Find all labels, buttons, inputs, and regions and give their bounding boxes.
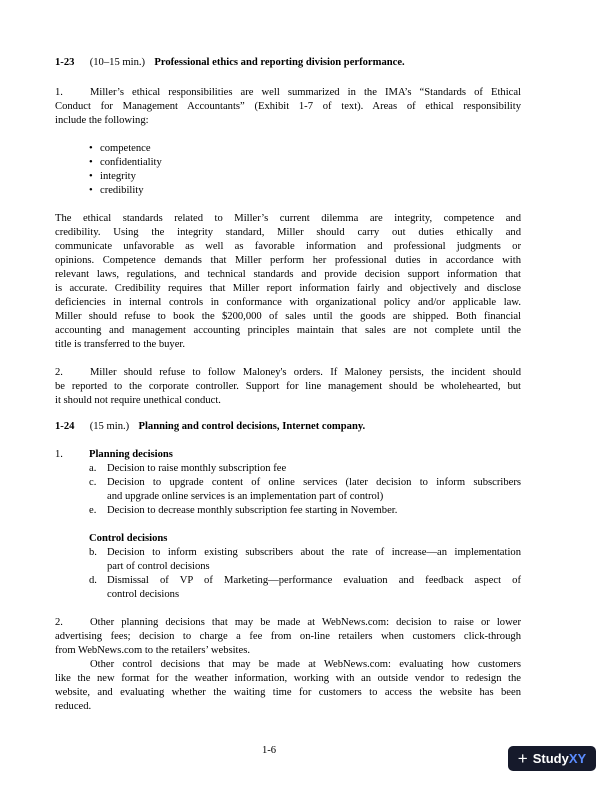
- paragraph-line: advertising fees; decision to charge a fee from on-line retailers when customers click-through: [55, 631, 521, 642]
- paragraph-line: Miller should refuse to follow Maloney's orders. If Maloney persists, the incident should: [90, 367, 521, 378]
- item-letter: c.: [89, 477, 97, 488]
- paragraph-line: Conduct for Management Accountants” (Exhibit 1-7 of text). Areas of ethical responsibility: [55, 101, 521, 112]
- bullet-item: • competence: [89, 143, 151, 154]
- list-item-continuation: control decisions: [107, 589, 180, 600]
- paragraph-line: Miller should refuse to book the $200,000 of sales until the goods are shipped. Both financial: [55, 311, 521, 322]
- paragraph-line: be reported to the corporate controller. Support for line management should be wholehearted, but: [55, 381, 521, 392]
- list-item: Decision to raise monthly subscription fee: [107, 463, 287, 474]
- plus-icon: +: [517, 749, 528, 768]
- list-item: Decision to inform existing subscribers about the rate of increase—an implementation: [107, 547, 521, 558]
- studyxy-badge[interactable]: [508, 746, 596, 771]
- control-heading: Control decisions: [89, 533, 168, 544]
- paragraph-line: credibility. Using the integrity standard, Miller should carry out duties ethically and: [55, 227, 521, 238]
- section-heading-1-23: [55, 56, 535, 69]
- list-number: 1.: [55, 449, 63, 460]
- paragraph-number: 1.: [55, 87, 63, 98]
- page-number: 1-6: [261, 745, 277, 756]
- paragraph-line: website, and evaluating whether the waiting time for customers to access the website has been: [55, 687, 521, 698]
- item-letter: e.: [89, 505, 97, 516]
- paragraph-line: accounting and management accounting principles maintain that sales are not complete until the: [55, 325, 521, 336]
- item-letter: b.: [89, 547, 97, 558]
- paragraph-line: title is transferred to the buyer.: [55, 339, 186, 350]
- paragraph-line: deficiencies in internal controls in conformance with organizational policy and/or applicable law.: [55, 297, 521, 308]
- item-letter: a.: [89, 463, 97, 474]
- paragraph-number: 2.: [55, 367, 63, 378]
- paragraph-line: Other planning decisions that may be made at WebNews.com: decision to raise or lower: [90, 617, 521, 628]
- paragraph-line: like the new format for the weather information, working with an outside vendor to redesign the: [55, 673, 521, 684]
- paragraph-line: The ethical standards related to Miller’s current dilemma are integrity, competence and: [55, 213, 521, 224]
- section-number: 1-23: [55, 57, 75, 68]
- bullet-item: • credibility: [89, 185, 144, 196]
- paragraph-line: include the following:: [55, 115, 149, 126]
- section-heading-1-24: [55, 420, 535, 433]
- bullet-icon: •: [89, 185, 93, 196]
- list-item-continuation: and upgrade online services is an implementation part of control): [107, 491, 384, 502]
- section-time: (10–15 min.): [89, 57, 146, 68]
- paragraph-line: from WebNews.com to the retailers’ websites.: [55, 645, 250, 656]
- paragraph-line: it should not require unethical conduct.: [55, 395, 221, 406]
- bullet-icon: •: [89, 143, 93, 154]
- paragraph-line: relevant laws, regulations, and technical standards and provide decision support information that: [55, 269, 521, 280]
- bullet-item: • integrity: [89, 171, 136, 182]
- bullet-icon: •: [89, 157, 93, 168]
- bullet-icon: •: [89, 171, 93, 182]
- paragraph-line: Other control decisions that may be made at WebNews.com: evaluating how customers: [90, 659, 521, 670]
- section-title: Planning and control decisions, Internet company.: [138, 421, 366, 432]
- list-item: Decision to decrease monthly subscription fee starting in November.: [107, 505, 398, 516]
- planning-heading: Planning decisions: [89, 449, 173, 460]
- section-title: Professional ethics and reporting division performance.: [154, 57, 405, 68]
- paragraph-line: Miller’s ethical responsibilities are well summarized in the IMA’s “Standards of Ethical: [90, 87, 521, 98]
- bullet-item: • confidentiality: [89, 157, 162, 168]
- item-letter: d.: [89, 575, 97, 586]
- paragraph-number: 2.: [55, 617, 63, 628]
- list-item: Dismissal of VP of Marketing—performance evaluation and feedback aspect of: [107, 575, 521, 586]
- paragraph-line: communicate unfavorable as well as favorable information and professional judgments or: [55, 241, 521, 252]
- section-time: (15 min.): [89, 421, 130, 432]
- paragraph-line: reduced.: [55, 701, 92, 712]
- section-number: 1-24: [55, 421, 75, 432]
- paragraph-line: opinions. Competence demands that Miller perform her professional duties in accordance with: [55, 255, 521, 266]
- paragraph-line: is accurate. Credibility requires that Miller report information fairly and objectively and disclose: [55, 283, 521, 294]
- brand-label: StudyXY: [532, 750, 587, 766]
- list-item: Decision to upgrade content of online services (later decision to inform subscribers: [107, 477, 521, 488]
- list-item-continuation: part of control decisions: [107, 561, 210, 572]
